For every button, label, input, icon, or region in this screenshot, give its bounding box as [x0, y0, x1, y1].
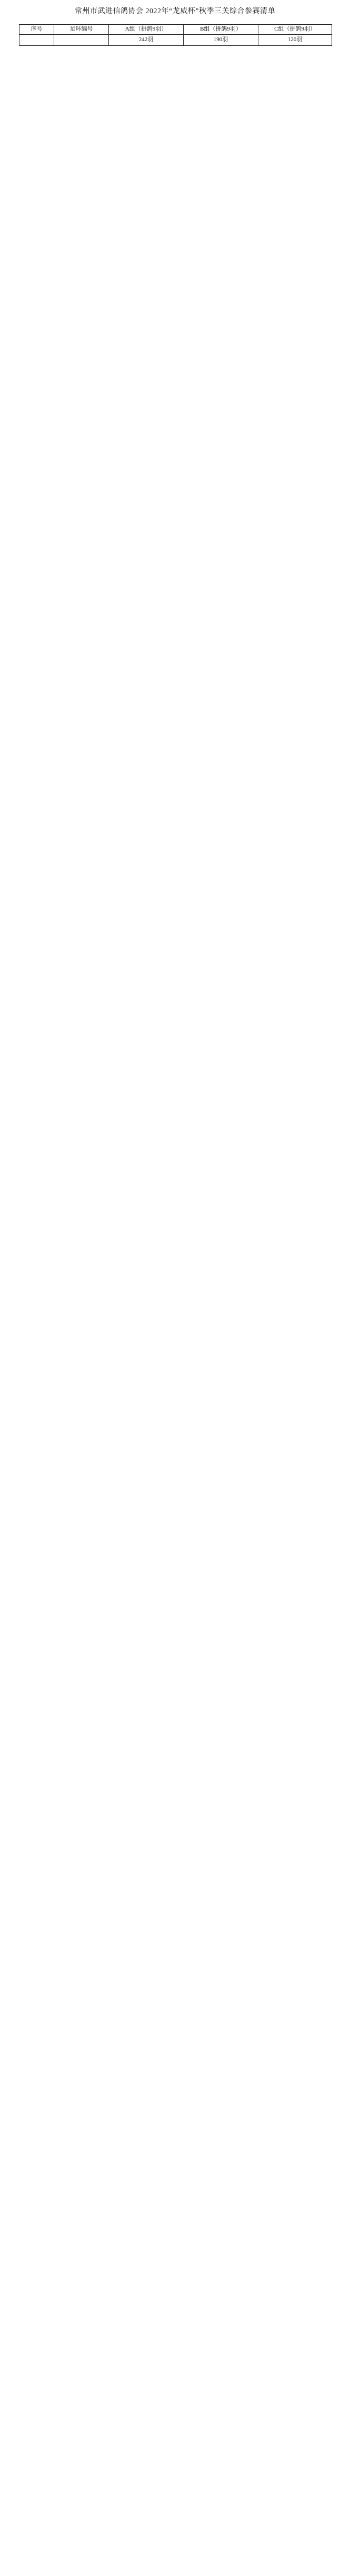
- header-loft: 足环编号: [54, 25, 109, 35]
- page-title: 常州市武进信鸽协会 2022年“龙威杯”秋季三关综合参赛清单: [75, 7, 275, 15]
- header-group-a: A组（拼鸽9羽）: [109, 25, 184, 35]
- totals-loft: [54, 34, 109, 45]
- totals-no: [19, 34, 54, 45]
- total-group-b: 190羽: [184, 34, 258, 45]
- header-group-b: B组（拼鸽9羽）: [184, 25, 258, 35]
- header-no: 序号: [19, 25, 54, 35]
- total-group-a: 242羽: [109, 34, 184, 45]
- header-row: [19, 25, 332, 35]
- entry-table: [19, 24, 332, 46]
- header-group-c: C组（拼鸽9羽）: [258, 25, 332, 35]
- totals-row: [19, 34, 332, 45]
- total-group-c: 120羽: [258, 34, 332, 45]
